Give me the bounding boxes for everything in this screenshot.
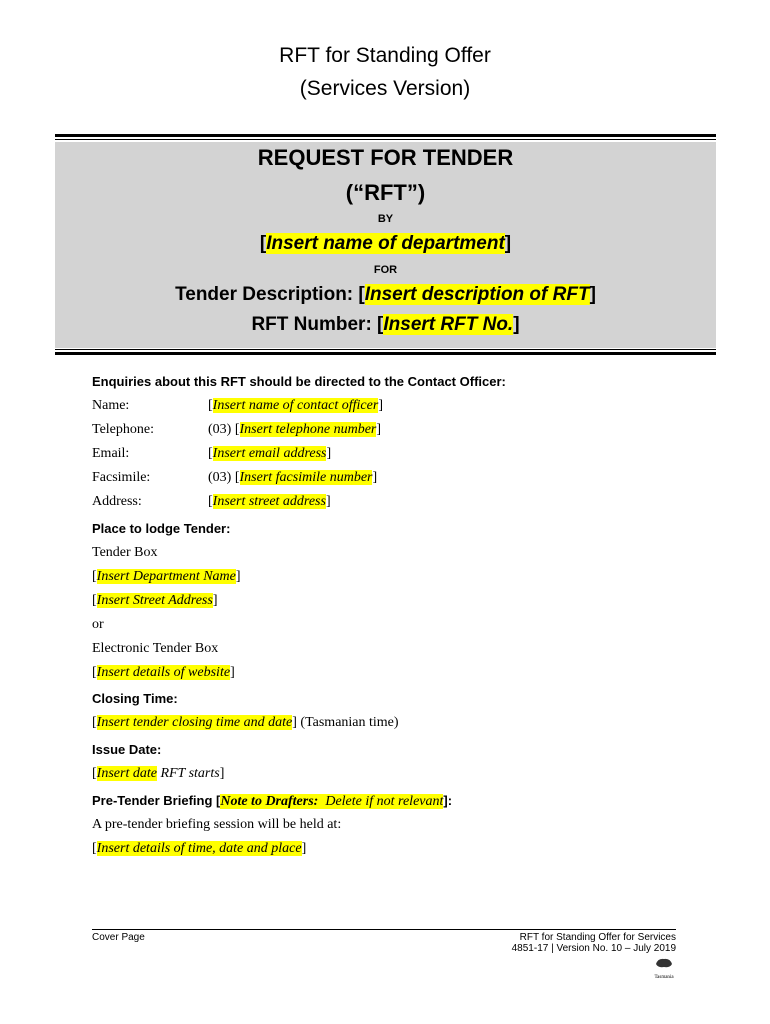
issue-heading: Issue Date:: [92, 742, 162, 757]
banner-top-rule-thin: [55, 139, 716, 140]
closing-heading: Closing Time:: [92, 691, 178, 706]
contact-facsimile-label: Facsimile:: [92, 470, 151, 485]
briefing-details: [Insert details of time, date and place]: [92, 841, 307, 856]
enquiries-heading: Enquiries about this RFT should be directed to the Contact Officer:: [92, 374, 506, 389]
footer-right-line1: RFT for Standing Offer for Services: [519, 932, 676, 943]
banner-top-rule: [55, 134, 716, 137]
lodge-electronic: Electronic Tender Box: [92, 641, 219, 656]
briefing-heading: Pre-Tender Briefing [Note to Drafters: Delete if not relevant]:: [92, 793, 453, 809]
banner-subtitle: (“RFT”): [345, 180, 426, 205]
contact-address-label: Address:: [92, 494, 142, 509]
footer-rule: [92, 929, 676, 930]
lodge-website: [Insert details of website]: [92, 665, 235, 680]
document-subtitle: (Services Version): [299, 77, 471, 100]
footer-right-line2: 4851-17 | Version No. 10 – July 2019: [511, 943, 676, 954]
briefing-text: A pre-tender briefing session will be held at:: [92, 817, 342, 832]
contact-name-value: [Insert name of contact officer]: [208, 398, 383, 413]
banner-department: [Insert name of department]: [259, 233, 512, 254]
issue-value: [Insert date RFT starts]: [92, 766, 225, 781]
document-title: RFT for Standing Offer: [279, 44, 491, 67]
contact-facsimile-value: (03) [Insert facsimile number]: [208, 470, 378, 485]
banner-description: Tender Description: [Insert description of RFT]: [175, 284, 596, 305]
contact-telephone-label: Telephone:: [92, 422, 154, 437]
closing-value: [Insert tender closing time and date] (Tasmanian time): [92, 715, 399, 730]
banner-for: FOR: [373, 264, 398, 276]
lodge-department: [Insert Department Name]: [92, 569, 241, 584]
drafter-note-label: Note to Drafters:: [220, 794, 319, 809]
footer-left: Cover Page: [92, 932, 145, 943]
banner-bottom-rule-thin: [55, 349, 716, 350]
description-placeholder: Insert description of RFT: [364, 284, 590, 305]
contact-address-value: [Insert street address]: [208, 494, 331, 509]
lodge-street-address: [Insert Street Address]: [92, 593, 218, 608]
lodge-heading: Place to lodge Tender:: [92, 521, 231, 536]
contact-email-value: [Insert email address]: [208, 446, 332, 461]
lodge-or: or: [92, 617, 104, 632]
department-placeholder: Insert name of department: [266, 233, 505, 254]
contact-telephone-value: (03) [Insert telephone number]: [208, 422, 382, 437]
rft-number-placeholder: Insert RFT No.: [383, 314, 514, 335]
banner-title: REQUEST FOR TENDER: [257, 145, 514, 170]
contact-email-label: Email:: [92, 446, 130, 461]
logo-text: Tasmania: [654, 975, 674, 980]
contact-name-label: Name:: [92, 398, 130, 413]
banner-bottom-rule: [55, 352, 716, 355]
tasmania-crest-icon: [652, 954, 676, 982]
banner-rft-number: RFT Number: [Insert RFT No.]: [251, 314, 520, 335]
title-banner: [55, 142, 716, 348]
banner-by: BY: [377, 213, 394, 225]
lodge-tender-box: Tender Box: [92, 545, 158, 560]
